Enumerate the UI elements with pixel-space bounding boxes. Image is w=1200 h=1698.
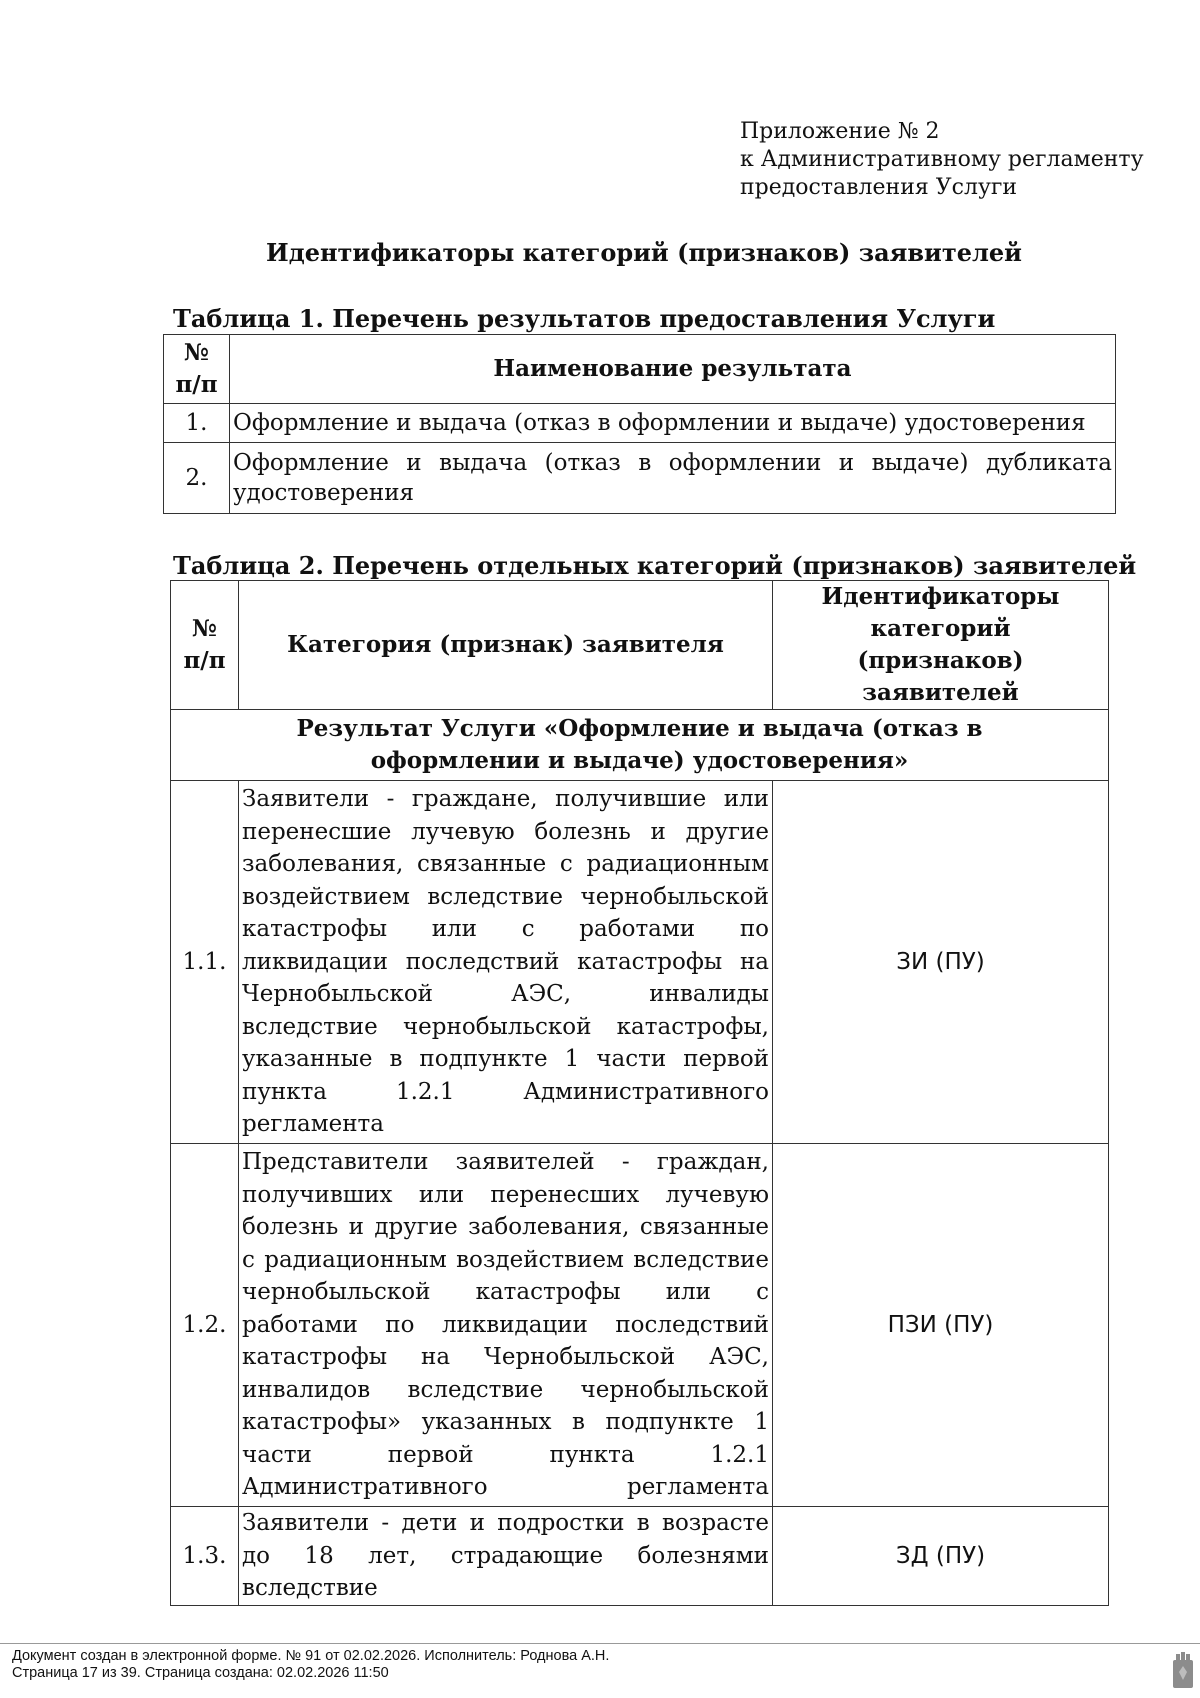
row-category-text: Заявители - граждане, получившие или перенесшие лучевую болезнь и другие заболевания, связанные с радиационным воздействием вследствие чернобыльской катастрофы или с работами по ликвидации последствий катастрофы на Чернобыльской АЭС, инвалиды вследствие чернобыльской катастрофы, указанные в подпункте 1 части первой пункта 1.2.1 Административного регламента: [239, 781, 773, 1144]
document-title: Идентификаторы категорий (признаков) заявителей: [266, 238, 1022, 267]
row-category-text: Заявители - дети и подростки в возрасте до 18 лет, страдающие болезнями вследствие: [239, 1507, 773, 1606]
footer-page-info: Страница 17 из 39. Страница создана: 02.02.2026 11:50: [12, 1665, 389, 1681]
header-result-name: Наименование результата: [230, 335, 1116, 404]
header-category: Категория (признак) заявителя: [239, 581, 773, 710]
header-num: № п/п: [164, 335, 230, 404]
table-row: [164, 404, 1116, 443]
row-num: 2.: [164, 443, 230, 514]
row-text: Оформление и выдача (отказ в оформлении и выдаче) дубликата удостоверения: [230, 443, 1116, 514]
table1-caption: Таблица 1. Перечень результатов предоставления Услуги: [173, 304, 996, 333]
appendix-line-1: Приложение № 2: [740, 119, 940, 144]
row-num: 1.: [164, 404, 230, 443]
row-text: Оформление и выдача (отказ в оформлении и выдаче) удостоверения: [230, 404, 1116, 443]
row-identifier: ЗД (ПУ): [773, 1507, 1109, 1606]
appendix-line-2: к Административному регламенту: [740, 147, 1144, 172]
row-num: 1.3.: [171, 1507, 239, 1606]
header-identifiers: Идентификаторы категорий (признаков) заявителей: [773, 581, 1109, 710]
footer-divider: [0, 1643, 1200, 1644]
row-category-text: Представители заявителей - граждан, получивших или перенесших лучевую болезнь и другие заболевания, связанные с радиационным воздействием вследствие чернобыльской катастрофы или с работами по ликвидации последствий катастрофы на Чернобыльской АЭС, инвалидов вследствие чернобыльской катастрофы» указанных в подпункте 1 части первой пункта 1.2.1 Административного регламента: [239, 1144, 773, 1507]
footer: [12, 1648, 609, 1682]
table-row: [171, 1507, 1109, 1606]
table-header-row: [164, 335, 1116, 404]
table-row: [171, 1144, 1109, 1507]
emblem-icon: [1171, 1650, 1195, 1690]
table2-caption: Таблица 2. Перечень отдельных категорий (признаков) заявителей: [173, 551, 1137, 580]
footer-document-info: Документ создан в электронной форме. № 91 от 02.02.2026. Исполнитель: Роднова А.Н.: [12, 1648, 610, 1664]
applicant-categories-table: [170, 580, 1109, 1606]
section-row: [171, 710, 1109, 781]
table-header-row: [171, 581, 1109, 710]
appendix-line-3: предоставления Услуги: [740, 175, 1018, 200]
table-row: [171, 781, 1109, 1144]
row-num: 1.2.: [171, 1144, 239, 1507]
row-identifier: ЗИ (ПУ): [773, 781, 1109, 1144]
row-identifier: ПЗИ (ПУ): [773, 1144, 1109, 1507]
header-num: № п/п: [171, 581, 239, 710]
results-table: [163, 334, 1116, 514]
section-result-title: Результат Услуги «Оформление и выдача (отказ в оформлении и выдаче) удостоверения»: [171, 710, 1109, 781]
table-row: [164, 443, 1116, 514]
row-num: 1.1.: [171, 781, 239, 1144]
appendix-note: [740, 118, 1144, 202]
